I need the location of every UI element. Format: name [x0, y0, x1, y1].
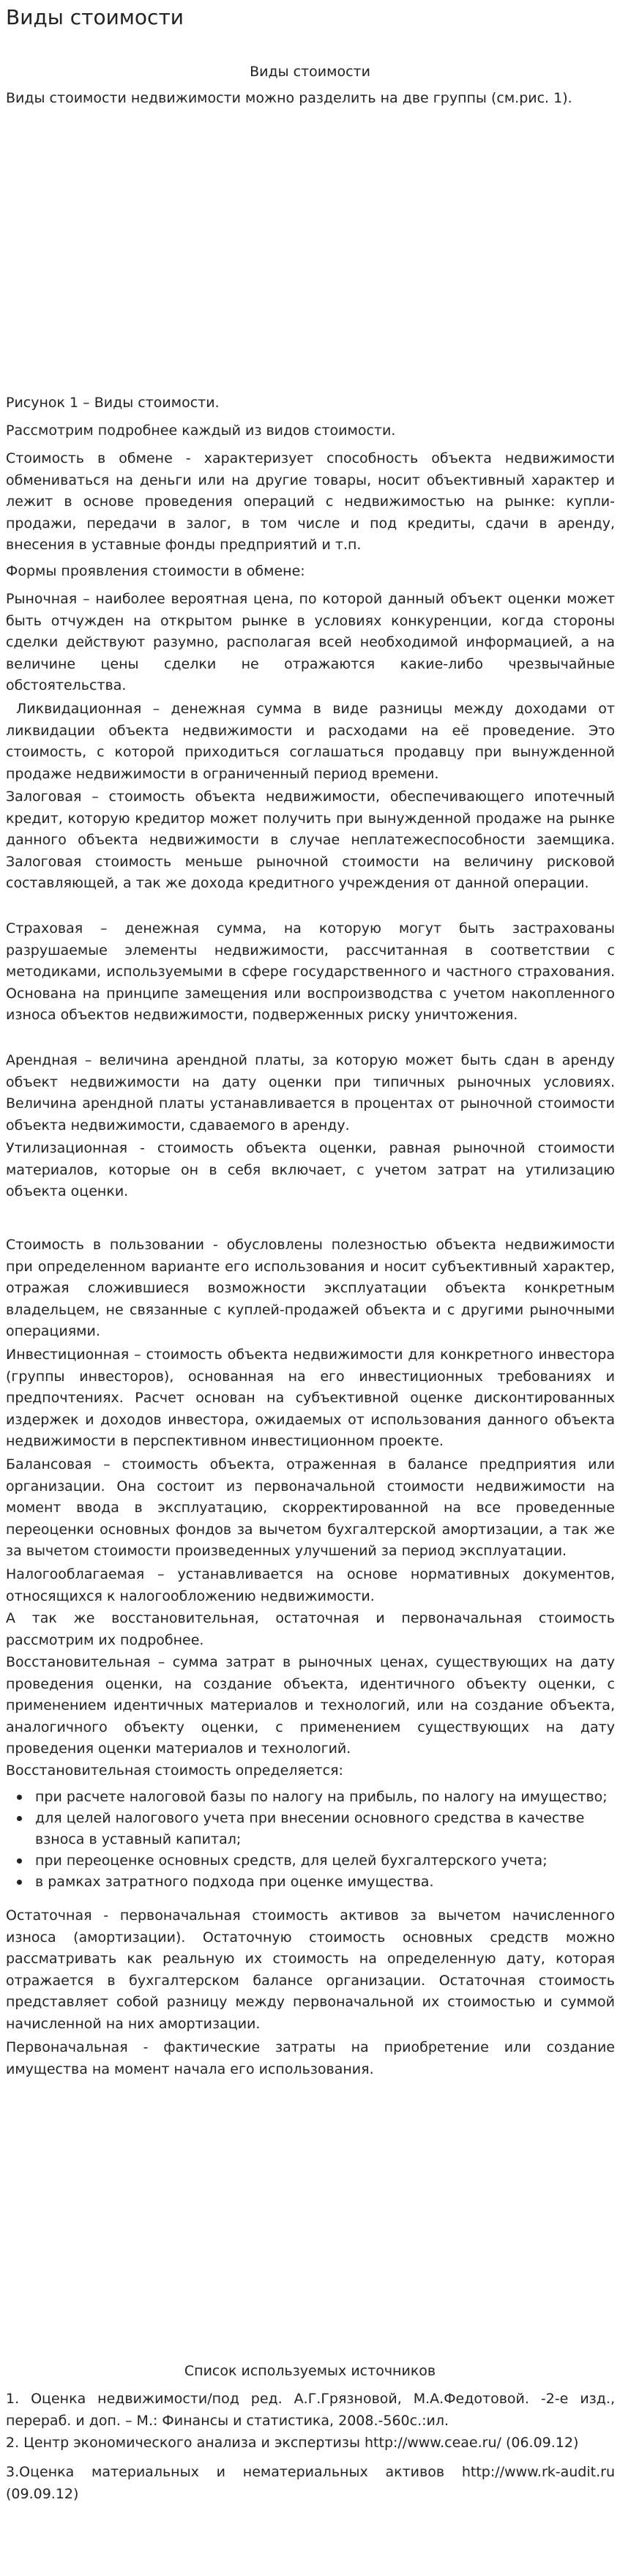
consider-paragraph: Рассмотрим подробнее каждый из видов стоимости.: [6, 422, 396, 439]
also-paragraph: А так же восстановительная, остаточная и первоначальная стоимость рассмотрим их подробнее.: [6, 1610, 615, 1648]
restoration-defined-heading: Восстановительная стоимость определяется:: [6, 1762, 343, 1779]
collateral-value-paragraph: Залоговая – стоимость объекта недвижимости, обеспечивающего ипотечный кредит, которую кредитор может получить при вынужденной продаже на рынке данного объекта недвижимости в случае неплатежеспособности заемщика. Залоговая стоимость меньше рыночной стоимости на величину рисковой составляющей, а так же дохода кредитного учреждения от данной операции.: [6, 789, 615, 891]
intro-paragraph: Виды стоимости недвижимости можно разделить на две группы (см.рис. 1).: [6, 90, 572, 106]
section-title: Виды стоимости: [250, 64, 370, 80]
restoration-cases-list: [6, 1787, 615, 1893]
initial-value-paragraph: Первоначальная - фактические затраты на приобретение или создание имущества на момент начала его использования.: [6, 2039, 615, 2077]
utilization-value-paragraph: Утилизационная - стоимость объекта оценки, равная рыночной стоимости материалов, которые он в себя включает, с учетом затрат на утилизацию объекта оценки.: [6, 1140, 615, 1199]
restoration-value-paragraph: Восстановительная – сумма затрат в рыночных ценах, существующих на дату проведения оценки, на создание объекта, идентичного объекту оценки, с применением идентичных материалов и технологий, или на создание объекта, аналогичного объекту оценки, с применением существующих на дату проведения оценки материалов и технологий.: [6, 1654, 615, 1757]
source-item-2: 2. Центр экономического анализа и экспертизы http://www.ceae.ru/ (06.09.12): [6, 2435, 579, 2451]
source-item-3: 3.Оценка материальных и нематериальных активов http://www.rk-audit.ru (09.09.12): [6, 2464, 615, 2502]
rental-value-paragraph: Арендная – величина арендной платы, за которую может быть сдан в аренду объект недвижимости на дату оценки при типичных рыночных условиях. Величина арендной платы устанавливается в процентах от рыночной стоимости объекта недвижимости, сдаваемого в аренду.: [6, 1052, 615, 1133]
list-item: в рамках затратного подхода при оценке имущества.: [6, 1872, 615, 1893]
balance-value-paragraph: Балансовая – стоимость объекта, отраженная в балансе предприятия или организации. Она состоит из первоначальной стоимости недвижимости на момент ввода в эксплуатацию, скорректированной на все проведенные переоценки основных фондов за вычетом бухгалтерской амортизации, а так же за вычетом стоимости произведенных улучшений за период эксплуатации.: [6, 1456, 615, 1559]
taxable-value-paragraph: Налогооблагаемая – устанавливается на основе нормативных документов, относящихся к налогообложению недвижимости.: [6, 1566, 615, 1604]
sources-title: Список используемых источников: [184, 2363, 436, 2379]
list-item: для целей налогового учета при внесении основного средства в качестве взноса в уставный капитал;: [6, 1808, 615, 1850]
source-item-1: 1. Оценка недвижимости/под ред. А.Г.Грязновой, М.А.Федотовой. -2-е изд., перераб. и доп. – М.: Финансы и статистика, 2008.-560с.:ил.: [6, 2391, 615, 2429]
investment-value-paragraph: Инвестиционная – стоимость объекта недвижимости для конкретного инвестора (группы инвесторов), основанная на его инвестиционных требованиях и предпочтениях. Расчет основан на субъективной оценке дисконтированных издержек и доходов инвестора, ожидаемых от использования данного объекта недвижимости в перспективном инвестиционном проекте.: [6, 1347, 615, 1449]
insurance-value-paragraph: Страховая – денежная сумма, на которую могут быть застрахованы разрушаемые элементы недвижимости, рассчитанная в соответствии с методиками, используемыми в сфере государственного и частного страхования. Основана на принципе замещения или воспроизводства с учетом накопленного износа объектов недвижимости, подверженных риску уничтожения.: [6, 920, 615, 1023]
figure-caption: Рисунок 1 – Виды стоимости.: [6, 395, 220, 411]
market-value-paragraph: Рыночная – наиболее вероятная цена, по которой данный объект оценки может быть отчужден на открытом рынке в условиях конкуренции, когда стороны сделки действуют разумно, располагая всей необходимой информацией, а на величине цены сделки не отражаются какие-либо чрезвычайные обстоятельства.: [6, 591, 615, 693]
forms-heading: Формы проявления стоимости в обмене:: [6, 563, 305, 579]
page-title: Виды стоимости: [6, 5, 184, 29]
exchange-value-paragraph: Стоимость в обмене - характеризует способность объекта недвижимости обмениваться на деньги или на другие товары, носит объективный характер и лежит в основе проведения операций с недвижимостью на рынке: купли-продажи, передачи в залог, в том числе и под кредиты, сдачи в аренду, внесения в уставные фонды предприятий и т.п.: [6, 450, 615, 553]
liquidation-value-paragraph: Ликвидационная – денежная сумма в виде разницы между доходами от ликвидации объекта недвижимости и расходами на её проведение. Это стоимость, с которой приходиться соглашаться продавцу при вынужденной продаже недвижимости в ограниченный период времени.: [6, 701, 615, 782]
use-value-paragraph: Стоимость в пользовании - обусловлены полезностью объекта недвижимости при определенном варианте его использования и носит субъективный характер, отражая сложившиеся возможности эксплуатации объекта конкретным владельцем, не связанные с куплей-продажей объекта и с другими рыночными операциями.: [6, 1237, 615, 1339]
figure-placeholder: [6, 113, 615, 388]
list-item: при переоценке основных средств, для целей бухгалтерского учета;: [6, 1850, 615, 1872]
list-item: при расчете налоговой базы по налогу на прибыль, по налогу на имущество;: [6, 1787, 615, 1808]
residual-value-paragraph: Остаточная - первоначальная стоимость активов за вычетом начисленного износа (амортизации). Остаточную стоимость основных средств можно рассматривать как реальную их стоимость на определенную дату, которая отражается в бухгалтерском балансе организации. Остаточная стоимость представляет собой разницу между первоначальной их стоимостью и суммой начисленной на них амортизации.: [6, 1907, 615, 2032]
